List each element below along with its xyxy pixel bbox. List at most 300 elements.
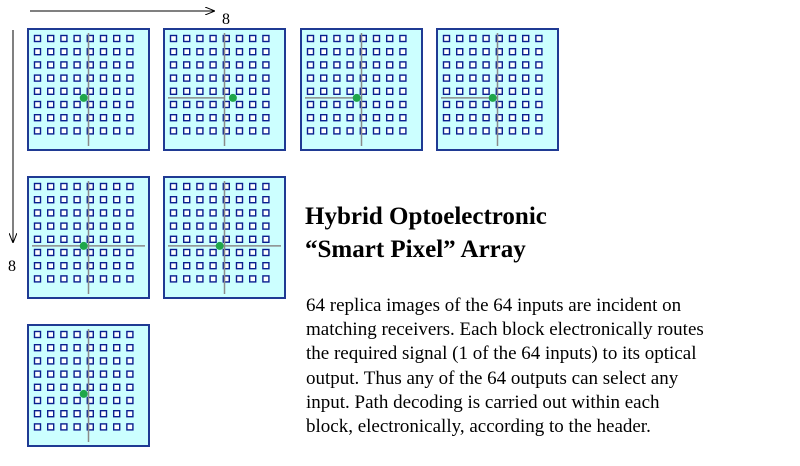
- receiver-cell: [35, 36, 41, 42]
- receiver-cell: [101, 411, 107, 417]
- receiver-cell: [347, 62, 353, 68]
- receiver-cell: [101, 88, 107, 94]
- receiver-cell: [470, 49, 476, 55]
- receiver-cell: [127, 49, 133, 55]
- receiver-cell: [74, 332, 80, 338]
- receiver-cell: [35, 49, 41, 55]
- receiver-cell: [387, 36, 393, 42]
- receiver-cell: [470, 36, 476, 42]
- receiver-cell: [470, 115, 476, 121]
- receiver-cell: [184, 128, 190, 134]
- receiver-cell: [61, 115, 67, 121]
- block-r1c2: [164, 29, 285, 150]
- receiver-cell: [127, 115, 133, 121]
- receiver-cell: [536, 102, 542, 108]
- vertical-dimension-label: 8: [8, 258, 16, 275]
- receiver-cell: [35, 236, 41, 242]
- receiver-cell: [127, 332, 133, 338]
- receiver-cell: [35, 424, 41, 430]
- receiver-cell: [74, 411, 80, 417]
- receiver-cell: [114, 49, 120, 55]
- receiver-cell: [387, 88, 393, 94]
- receiver-cell: [197, 88, 203, 94]
- receiver-cell: [197, 236, 203, 242]
- receiver-cell: [444, 102, 450, 108]
- receiver-cell: [74, 345, 80, 351]
- receiver-cell: [114, 223, 120, 229]
- page-title: [305, 200, 547, 266]
- receiver-cell: [114, 345, 120, 351]
- receiver-cell: [374, 62, 380, 68]
- receiver-cell: [334, 88, 340, 94]
- receiver-cell: [74, 62, 80, 68]
- receiver-cell: [114, 197, 120, 203]
- description-line: output. Thus any of the 64 outputs can select any: [306, 367, 679, 389]
- receiver-cell: [101, 115, 107, 121]
- receiver-cell: [35, 75, 41, 81]
- receiver-cell: [184, 49, 190, 55]
- description-line: input. Path decoding is carried out within each: [306, 391, 660, 413]
- receiver-cell: [48, 210, 54, 216]
- receiver-cell: [523, 102, 529, 108]
- receiver-cell: [127, 210, 133, 216]
- receiver-cell: [48, 371, 54, 377]
- receiver-cell: [536, 62, 542, 68]
- receiver-cell: [101, 223, 107, 229]
- receiver-cell: [263, 49, 269, 55]
- receiver-cell: [127, 197, 133, 203]
- receiver-cell: [127, 345, 133, 351]
- receiver-cell: [250, 263, 256, 269]
- receiver-cell: [237, 210, 243, 216]
- receiver-cell: [35, 398, 41, 404]
- receiver-cell: [347, 88, 353, 94]
- receiver-cell: [171, 36, 177, 42]
- receiver-cell: [48, 62, 54, 68]
- receiver-cell: [510, 62, 516, 68]
- receiver-cell: [210, 88, 216, 94]
- receiver-cell: [457, 62, 463, 68]
- receiver-cell: [61, 236, 67, 242]
- receiver-cell: [48, 36, 54, 42]
- receiver-cell: [237, 49, 243, 55]
- receiver-cell: [457, 102, 463, 108]
- receiver-cell: [536, 128, 542, 134]
- receiver-cell: [35, 250, 41, 256]
- receiver-cell: [74, 210, 80, 216]
- receiver-cell: [61, 197, 67, 203]
- receiver-cell: [184, 197, 190, 203]
- receiver-cell: [263, 75, 269, 81]
- receiver-cell: [457, 115, 463, 121]
- receiver-cell: [171, 276, 177, 282]
- receiver-cell: [237, 250, 243, 256]
- receiver-cell: [171, 236, 177, 242]
- receiver-cell: [523, 75, 529, 81]
- receiver-cell: [35, 332, 41, 338]
- receiver-cell: [48, 250, 54, 256]
- receiver-cell: [197, 36, 203, 42]
- receiver-cell: [74, 371, 80, 377]
- receiver-cell: [400, 62, 406, 68]
- receiver-cell: [510, 102, 516, 108]
- receiver-cell: [184, 184, 190, 190]
- receiver-cell: [101, 197, 107, 203]
- receiver-cell: [184, 102, 190, 108]
- receiver-cell: [114, 276, 120, 282]
- receiver-cell: [74, 197, 80, 203]
- receiver-cell: [74, 75, 80, 81]
- receiver-cell: [61, 263, 67, 269]
- receiver-cell: [197, 263, 203, 269]
- receiver-cell: [35, 358, 41, 364]
- output-dot: [80, 242, 88, 250]
- output-dot: [489, 94, 497, 102]
- receiver-cell: [347, 128, 353, 134]
- receiver-cell: [61, 128, 67, 134]
- horizontal-dimension-label: 8: [222, 11, 230, 28]
- receiver-cell: [387, 128, 393, 134]
- receiver-cell: [197, 102, 203, 108]
- receiver-cell: [171, 128, 177, 134]
- receiver-cell: [347, 36, 353, 42]
- receiver-cell: [483, 128, 489, 134]
- receiver-cell: [101, 250, 107, 256]
- receiver-cell: [127, 36, 133, 42]
- receiver-cell: [263, 263, 269, 269]
- receiver-cell: [523, 49, 529, 55]
- receiver-cell: [457, 128, 463, 134]
- receiver-cell: [400, 36, 406, 42]
- receiver-cell: [510, 128, 516, 134]
- receiver-cell: [263, 236, 269, 242]
- receiver-cell: [127, 88, 133, 94]
- receiver-cell: [114, 371, 120, 377]
- receiver-cell: [483, 102, 489, 108]
- receiver-cell: [171, 250, 177, 256]
- receiver-cell: [321, 115, 327, 121]
- receiver-cell: [470, 128, 476, 134]
- receiver-cell: [35, 115, 41, 121]
- receiver-cell: [334, 75, 340, 81]
- receiver-cell: [197, 276, 203, 282]
- receiver-cell: [35, 276, 41, 282]
- block-r2c1: [28, 177, 149, 298]
- receiver-cell: [457, 75, 463, 81]
- receiver-cell: [48, 236, 54, 242]
- receiver-cell: [400, 88, 406, 94]
- receiver-cell: [61, 358, 67, 364]
- receiver-cell: [74, 424, 80, 430]
- receiver-cell: [523, 128, 529, 134]
- receiver-cell: [347, 75, 353, 81]
- receiver-cell: [308, 49, 314, 55]
- title-line-1: Hybrid Optoelectronic: [305, 203, 547, 230]
- receiver-cell: [61, 36, 67, 42]
- receiver-cell: [210, 276, 216, 282]
- receiver-cell: [510, 115, 516, 121]
- receiver-cell: [74, 115, 80, 121]
- receiver-cell: [347, 49, 353, 55]
- receiver-cell: [114, 102, 120, 108]
- receiver-cell: [171, 88, 177, 94]
- receiver-cell: [101, 424, 107, 430]
- receiver-cell: [308, 115, 314, 121]
- receiver-cell: [74, 102, 80, 108]
- receiver-cell: [61, 345, 67, 351]
- receiver-cell: [387, 115, 393, 121]
- receiver-cell: [237, 62, 243, 68]
- receiver-cell: [171, 115, 177, 121]
- receiver-cell: [114, 250, 120, 256]
- description-text: [306, 294, 704, 439]
- receiver-cell: [101, 210, 107, 216]
- receiver-cell: [101, 36, 107, 42]
- output-dot: [216, 242, 224, 250]
- receiver-cell: [321, 88, 327, 94]
- receiver-cell: [197, 184, 203, 190]
- receiver-cell: [114, 62, 120, 68]
- receiver-cell: [35, 184, 41, 190]
- output-dot: [80, 94, 88, 102]
- receiver-cell: [400, 102, 406, 108]
- description-line: matching receivers. Each block electronically routes: [306, 319, 704, 341]
- receiver-cell: [457, 88, 463, 94]
- receiver-cell: [444, 75, 450, 81]
- receiver-cell: [74, 384, 80, 390]
- receiver-cell: [127, 250, 133, 256]
- receiver-cell: [184, 88, 190, 94]
- receiver-cell: [101, 276, 107, 282]
- receiver-cell: [536, 36, 542, 42]
- receiver-cell: [263, 128, 269, 134]
- receiver-cell: [61, 332, 67, 338]
- receiver-cell: [61, 411, 67, 417]
- receiver-cell: [48, 345, 54, 351]
- receiver-cell: [536, 88, 542, 94]
- receiver-cell: [387, 75, 393, 81]
- receiver-cell: [61, 49, 67, 55]
- block-r3c1: [28, 325, 149, 446]
- receiver-cell: [127, 102, 133, 108]
- receiver-cell: [61, 371, 67, 377]
- receiver-cell: [101, 384, 107, 390]
- receiver-cell: [457, 36, 463, 42]
- receiver-cell: [387, 102, 393, 108]
- receiver-cell: [127, 424, 133, 430]
- receiver-cell: [197, 75, 203, 81]
- receiver-cell: [114, 411, 120, 417]
- block-r1c3: [301, 29, 422, 150]
- receiver-cell: [61, 223, 67, 229]
- receiver-cell: [250, 36, 256, 42]
- receiver-cell: [237, 88, 243, 94]
- receiver-cell: [444, 49, 450, 55]
- receiver-cell: [35, 88, 41, 94]
- receiver-cell: [250, 128, 256, 134]
- receiver-cell: [101, 62, 107, 68]
- receiver-cell: [470, 102, 476, 108]
- receiver-cell: [114, 210, 120, 216]
- receiver-cell: [321, 128, 327, 134]
- receiver-cell: [263, 223, 269, 229]
- receiver-cell: [127, 128, 133, 134]
- receiver-cell: [61, 250, 67, 256]
- receiver-cell: [210, 263, 216, 269]
- receiver-cell: [184, 36, 190, 42]
- receiver-cell: [308, 102, 314, 108]
- output-dot: [229, 94, 237, 102]
- receiver-cell: [74, 263, 80, 269]
- receiver-cell: [334, 128, 340, 134]
- receiver-cell: [470, 88, 476, 94]
- receiver-cell: [308, 88, 314, 94]
- receiver-cell: [61, 75, 67, 81]
- receiver-cell: [237, 276, 243, 282]
- receiver-cell: [114, 36, 120, 42]
- receiver-cell: [263, 197, 269, 203]
- receiver-cell: [101, 332, 107, 338]
- receiver-cell: [263, 102, 269, 108]
- receiver-cell: [263, 36, 269, 42]
- receiver-cell: [184, 250, 190, 256]
- receiver-cell: [237, 75, 243, 81]
- receiver-cell: [101, 128, 107, 134]
- receiver-cell: [184, 276, 190, 282]
- receiver-cell: [35, 345, 41, 351]
- receiver-cell: [171, 75, 177, 81]
- receiver-cell: [483, 36, 489, 42]
- receiver-cell: [171, 184, 177, 190]
- receiver-cell: [321, 36, 327, 42]
- output-dot: [80, 390, 88, 398]
- receiver-cell: [523, 62, 529, 68]
- receiver-cell: [171, 62, 177, 68]
- receiver-cell: [210, 250, 216, 256]
- receiver-cell: [250, 197, 256, 203]
- receiver-cell: [250, 49, 256, 55]
- receiver-cell: [127, 411, 133, 417]
- receiver-cell: [263, 276, 269, 282]
- receiver-cell: [210, 62, 216, 68]
- receiver-cell: [48, 115, 54, 121]
- receiver-cell: [250, 102, 256, 108]
- title-line-2: “Smart Pixel” Array: [305, 236, 526, 263]
- receiver-cell: [334, 62, 340, 68]
- receiver-cell: [61, 102, 67, 108]
- receiver-cell: [374, 49, 380, 55]
- receiver-cell: [61, 210, 67, 216]
- receiver-cell: [510, 36, 516, 42]
- receiver-cell: [114, 75, 120, 81]
- receiver-cell: [197, 49, 203, 55]
- receiver-cell: [35, 223, 41, 229]
- receiver-cell: [263, 184, 269, 190]
- receiver-cell: [127, 236, 133, 242]
- receiver-cell: [444, 115, 450, 121]
- block-r1c1: [28, 29, 149, 150]
- receiver-cell: [184, 236, 190, 242]
- receiver-cell: [210, 128, 216, 134]
- receiver-cell: [210, 210, 216, 216]
- receiver-cell: [334, 49, 340, 55]
- receiver-cell: [374, 115, 380, 121]
- receiver-cell: [210, 236, 216, 242]
- receiver-cell: [263, 62, 269, 68]
- receiver-cell: [510, 88, 516, 94]
- receiver-cell: [250, 115, 256, 121]
- receiver-cell: [48, 184, 54, 190]
- receiver-cell: [184, 210, 190, 216]
- receiver-cell: [101, 263, 107, 269]
- receiver-cell: [114, 115, 120, 121]
- receiver-cell: [48, 223, 54, 229]
- receiver-cell: [48, 276, 54, 282]
- receiver-cell: [101, 358, 107, 364]
- receiver-cell: [483, 88, 489, 94]
- receiver-cell: [171, 223, 177, 229]
- receiver-cell: [197, 210, 203, 216]
- receiver-cell: [210, 36, 216, 42]
- receiver-cell: [457, 49, 463, 55]
- receiver-cell: [61, 62, 67, 68]
- receiver-cell: [35, 128, 41, 134]
- receiver-cell: [400, 115, 406, 121]
- receiver-cell: [444, 36, 450, 42]
- receiver-cell: [74, 236, 80, 242]
- receiver-cell: [250, 223, 256, 229]
- receiver-cell: [483, 75, 489, 81]
- receiver-cell: [48, 49, 54, 55]
- receiver-cell: [171, 102, 177, 108]
- receiver-cell: [387, 49, 393, 55]
- receiver-cell: [101, 345, 107, 351]
- receiver-cell: [197, 223, 203, 229]
- receiver-cell: [61, 384, 67, 390]
- block-r2c2: [164, 177, 285, 298]
- receiver-cell: [197, 62, 203, 68]
- receiver-cell: [250, 62, 256, 68]
- description-line: 64 replica images of the 64 inputs are incident on: [306, 295, 682, 316]
- receiver-cell: [35, 210, 41, 216]
- receiver-cell: [114, 128, 120, 134]
- receiver-cell: [250, 250, 256, 256]
- receiver-cell: [61, 424, 67, 430]
- receiver-cell: [444, 62, 450, 68]
- receiver-cell: [210, 223, 216, 229]
- receiver-cell: [470, 62, 476, 68]
- receiver-cell: [374, 102, 380, 108]
- receiver-cell: [61, 398, 67, 404]
- receiver-cell: [510, 75, 516, 81]
- receiver-cell: [74, 398, 80, 404]
- receiver-cell: [400, 49, 406, 55]
- receiver-cell: [48, 411, 54, 417]
- block-r1c4: [437, 29, 558, 150]
- receiver-cell: [48, 263, 54, 269]
- receiver-cell: [523, 115, 529, 121]
- receiver-cell: [74, 276, 80, 282]
- receiver-cell: [444, 128, 450, 134]
- receiver-cell: [101, 102, 107, 108]
- receiver-cell: [237, 197, 243, 203]
- receiver-cell: [374, 128, 380, 134]
- receiver-cell: [114, 236, 120, 242]
- receiver-cell: [61, 184, 67, 190]
- receiver-cell: [48, 102, 54, 108]
- receiver-cell: [470, 75, 476, 81]
- receiver-cell: [184, 62, 190, 68]
